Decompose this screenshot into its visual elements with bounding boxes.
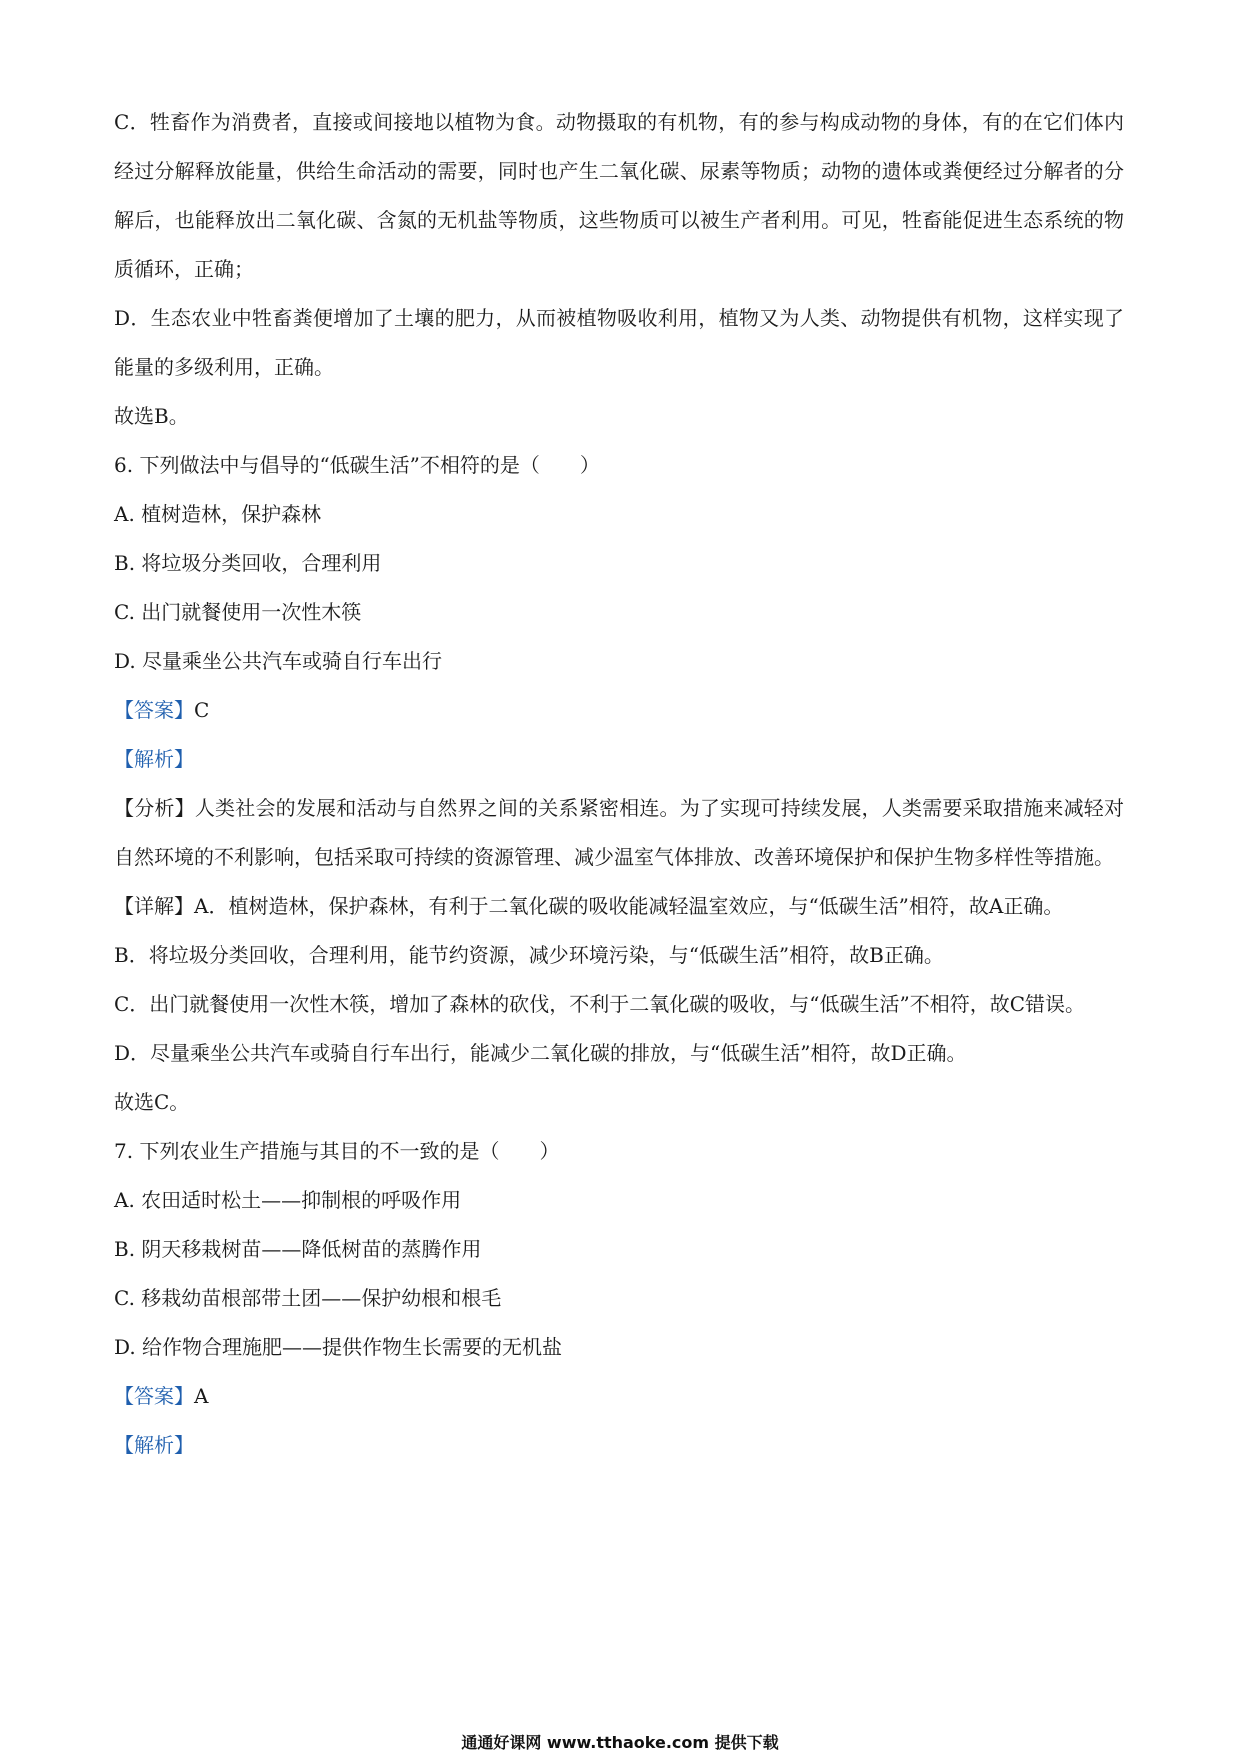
q6-answer-line xyxy=(114,686,1124,735)
q6-conclusion: 故选C。 xyxy=(114,1090,190,1114)
q6-analysis-label: 【分析】 xyxy=(114,796,195,820)
q6-analysis-text: 人类社会的发展和活动与自然界之间的关系紧密相连。为了实现可持续发展，人类需要采取措施来减轻对自然环境的不利影响，包括采取可持续的资源管理、减少温室气体排放、改善环境保护和保护生物多样性等措施。 xyxy=(114,796,1125,869)
q6-option-d: D. 尽量乘坐公共汽车或骑自行车出行 xyxy=(114,649,443,673)
q7-option-a: A. 农田适时松土——抑制根的呼吸作用 xyxy=(114,1188,462,1212)
q6-detail-a-text: A．植树造林，保护森林，有利于二氧化碳的吸收能减轻温室效应，与“低碳生活”相符，故A正确。 xyxy=(194,894,1064,918)
q7-answer-line xyxy=(114,1372,1124,1421)
q6-option-b: B. 将垃圾分类回收，合理利用 xyxy=(114,551,382,575)
q7-stem: 7. 下列农业生产措施与其目的不一致的是（ ） xyxy=(114,1139,560,1163)
q6-option-a: A. 植树造林，保护森林 xyxy=(114,502,322,526)
q5-option-d-explanation: D．生态农业中牲畜粪便增加了土壤的肥力，从而被植物吸收利用，植物又为人类、动物提供有机物，这样实现了能量的多级利用，正确。 xyxy=(114,306,1124,379)
q6-detail-b: B．将垃圾分类回收，合理利用，能节约资源，减少环境污染，与“低碳生活”相符，故B正确。 xyxy=(114,943,944,967)
q7-option-b: B. 阴天移栽树苗——降低树苗的蒸腾作用 xyxy=(114,1237,482,1261)
q6-analysis-tag: 【解析】 xyxy=(114,747,194,771)
q7-answer-tag: 【答案】 xyxy=(114,1384,194,1408)
q7-analysis-heading xyxy=(114,1421,1124,1470)
q6-analysis-heading xyxy=(114,735,1124,784)
q7-analysis-tag: 【解析】 xyxy=(114,1433,194,1457)
q7-answer-value: A xyxy=(194,1384,209,1408)
q6-detail-d: D．尽量乘坐公共汽车或骑自行车出行，能减少二氧化碳的排放，与“低碳生活”相符，故D正确。 xyxy=(114,1041,967,1065)
q6-answer-tag: 【答案】 xyxy=(114,698,194,722)
q7-option-c: C. 移栽幼苗根部带土团——保护幼根和根毛 xyxy=(114,1286,502,1310)
document-body xyxy=(114,98,1124,1470)
q6-option-c: C. 出门就餐使用一次性木筷 xyxy=(114,600,362,624)
q6-stem: 6. 下列做法中与倡导的“低碳生活”不相符的是（ ） xyxy=(114,453,600,477)
q7-option-d: D. 给作物合理施肥——提供作物生长需要的无机盐 xyxy=(114,1335,563,1359)
q5-option-c-explanation: C．牲畜作为消费者，直接或间接地以植物为食。动物摄取的有机物，有的参与构成动物的身体，有的在它们体内经过分解释放能量，供给生命活动的需要，同时也产生二氧化碳、尿素等物质；动物的遗体或粪便经过分解者的分解后，也能释放出二氧化碳、含氮的无机盐等物质，这些物质可以被生产者利用。可见，牲畜能促进生态系统的物质循环，正确； xyxy=(114,110,1124,281)
page-footer: 通通好课网 www.tthaoke.com 提供下载 xyxy=(461,1733,779,1752)
q6-detail-a xyxy=(114,882,1124,931)
q6-analysis xyxy=(114,784,1124,882)
q5-conclusion: 故选B。 xyxy=(114,404,189,428)
q6-answer-value: C xyxy=(194,698,210,722)
q6-detail-label: 【详解】 xyxy=(114,894,194,918)
q6-detail-c: C．出门就餐使用一次性木筷，增加了森林的砍伐，不利于二氧化碳的吸收，与“低碳生活”不相符，故C错误。 xyxy=(114,992,1086,1016)
